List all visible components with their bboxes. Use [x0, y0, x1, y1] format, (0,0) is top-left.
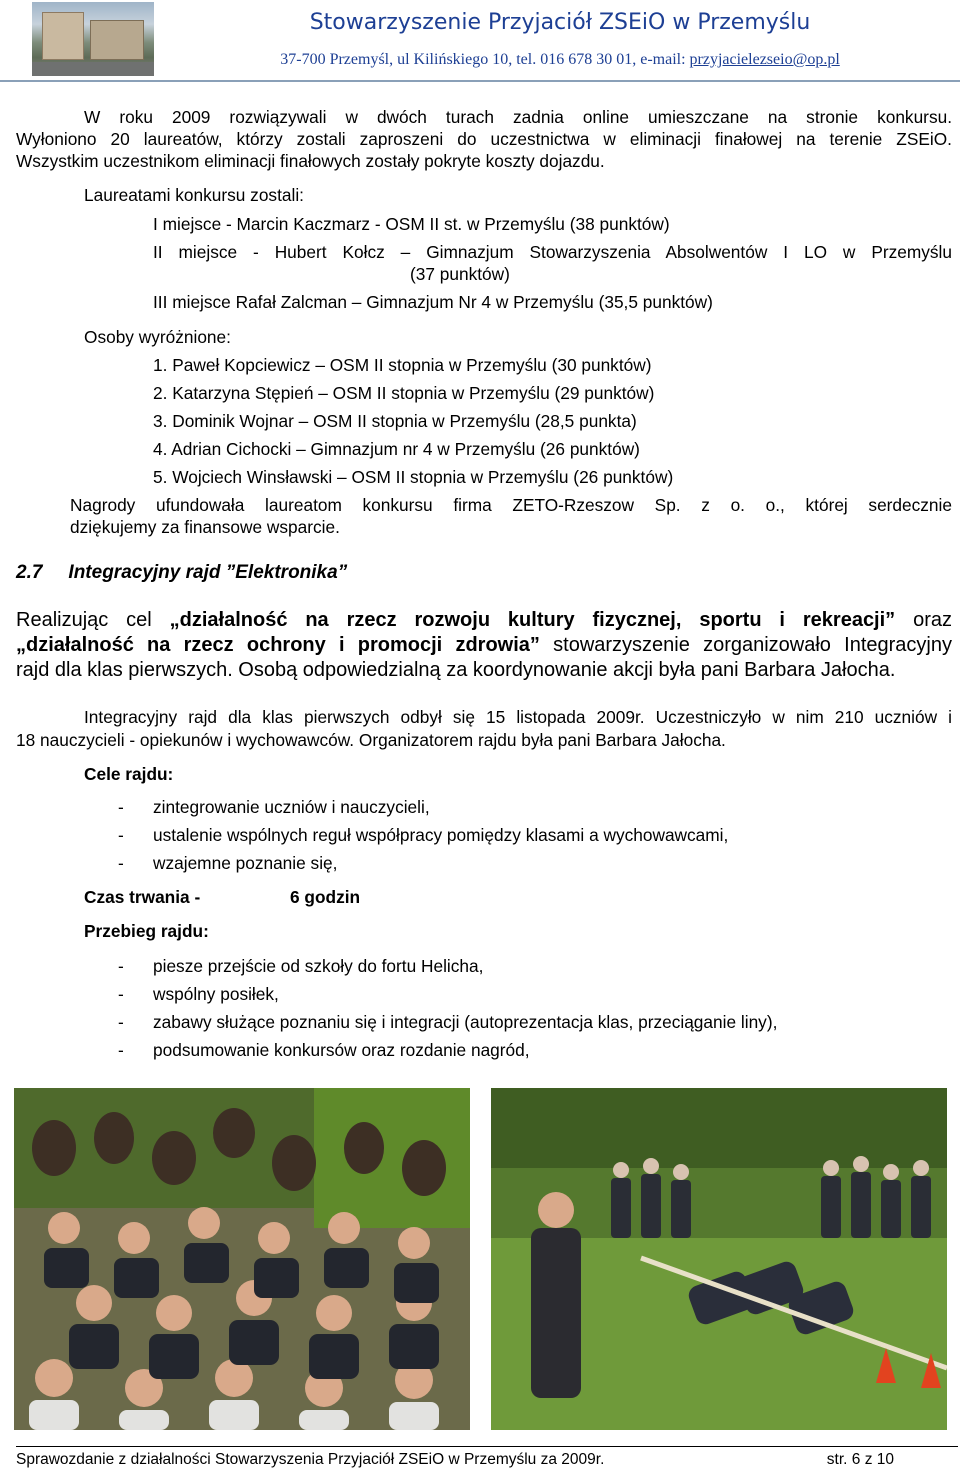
header-school-photo [32, 2, 154, 76]
intro-line-1: W roku 2009 rozwiązywali w dwóch turach zadnia online umieszczane na stronie konkursu. [84, 107, 952, 127]
goal-line-2 [16, 633, 952, 658]
goals-item: ustalenie wspólnych reguł współpracy pomiędzy klasami a wychowawcami, [153, 825, 729, 845]
list-bullet: - [118, 956, 124, 976]
goals-item: wzajemne poznanie się, [153, 853, 338, 873]
school-building-wing [90, 20, 144, 60]
goal-text: Realizując cel [16, 609, 170, 631]
section-title: Integracyjny rajd ”Elektronika” [68, 562, 348, 583]
intro-line-3: Wszystkim uczestnikom eliminacji finałowych zostały pokryte koszty dojazdu. [16, 151, 605, 171]
photo-tug-of-war [491, 1088, 947, 1430]
header-title: Stowarzyszenie Przyjaciół ZSEiO w Przemyślu [309, 10, 811, 35]
sponsor-line-1: Nagrody ufundowała laureatom konkursu firma ZETO-Rzeszow Sp. z o. o., której serdecznie [70, 495, 952, 515]
list-bullet: - [118, 853, 124, 873]
laureate-first: I miejsce - Marcin Kaczmarz - OSM II st. w Przemyślu (38 punktów) [153, 214, 670, 234]
goal-emphasis-1: „działalność na rzecz rozwoju kultury fizycznej, sportu i rekreacji” [169, 609, 896, 631]
course-item: wspólny posiłek, [153, 984, 279, 1004]
duration-value: 6 godzin [290, 887, 361, 907]
sponsor-line-2: dziękujemy za finansowe wsparcie. [70, 517, 340, 537]
section-number: 2.7 [16, 562, 43, 583]
goals-heading: Cele rajdu: [84, 764, 174, 784]
laureate-second-points: (37 punktów) [410, 264, 510, 284]
list-bullet: - [118, 797, 124, 817]
header-divider [0, 80, 960, 82]
email-link[interactable]: przyjacielezseio@op.pl [689, 51, 840, 68]
goal-line-3: rajd dla klas pierwszych. Osobą odpowiedzialną za koordynowanie akcji była pani Barbara Jałocha. [16, 659, 896, 681]
course-item: piesze przejście od szkoły do fortu Helicha, [153, 956, 484, 976]
honored-item: 5. Wojciech Winsławski – OSM II stopnia w Przemyślu (26 punktów) [153, 467, 674, 487]
goal-emphasis-2: „działalność na rzecz ochrony i promocji zdrowia” [16, 634, 540, 656]
footer-divider [16, 1446, 958, 1447]
course-heading: Przebieg rajdu: [84, 921, 209, 941]
school-building [42, 12, 84, 60]
list-bullet: - [118, 984, 124, 1004]
honored-heading: Osoby wyróżnione: [84, 327, 231, 347]
honored-item: 4. Adrian Cichocki – Gimnazjum nr 4 w Przemyślu (26 punktów) [153, 439, 640, 459]
honored-item: 2. Katarzyna Stępień – OSM II stopnia w Przemyślu (29 punktów) [153, 383, 655, 403]
details-line-2: 18 nauczycieli - opiekunów i wychowawców. Organizatorem rajdu była pani Barbara Jałocha. [16, 730, 726, 750]
details-line-1: Integracyjny rajd dla klas pierwszych odbył się 15 listopada 2009r. Uczestniczyło w nim 210 uczniów i [84, 707, 952, 727]
course-item: zabawy służące poznaniu się i integracji (autoprezentacja klas, przeciąganie liny), [153, 1012, 778, 1032]
course-item: podsumowanie konkursów oraz rozdanie nagród, [153, 1040, 530, 1060]
goal-text: oraz [895, 609, 952, 631]
photo-students-group [14, 1088, 470, 1430]
footer-page-number: str. 6 z 10 [826, 1451, 894, 1468]
header-address [160, 51, 960, 69]
street [32, 62, 154, 76]
list-bullet: - [118, 1040, 124, 1060]
address-text: 37-700 Przemyśl, ul Kilińskiego 10, tel. 016 678 30 01, e-mail: [280, 51, 690, 68]
section-heading [16, 562, 347, 584]
duration-label: Czas trwania - [84, 887, 201, 907]
honored-item: 1. Paweł Kopciewicz – OSM II stopnia w Przemyślu (30 punktów) [153, 355, 652, 375]
laureate-second: II miejsce - Hubert Kołcz – Gimnazjum Stowarzyszenia Absolwentów I LO w Przemyślu [153, 242, 952, 262]
honored-item: 3. Dominik Wojnar – OSM II stopnia w Przemyślu (28,5 punkta) [153, 411, 637, 431]
goals-item: zintegrowanie uczniów i nauczycieli, [153, 797, 430, 817]
footer-report-title: Sprawozdanie z działalności Stowarzyszenia Przyjaciół ZSEiO w Przemyślu za 2009r. [16, 1451, 605, 1468]
goal-text: stowarzyszenie zorganizowało Integracyjny [539, 634, 952, 656]
list-bullet: - [118, 1012, 124, 1032]
intro-line-2: Wyłoniono 20 laureatów, którzy zostali zaproszeni do uczestnictwa w eliminacji finałowej na terenie ZSEiO. [16, 129, 952, 149]
laureate-third: III miejsce Rafał Zalcman – Gimnazjum Nr 4 w Przemyślu (35,5 punktów) [153, 292, 713, 312]
goal-line-1 [16, 608, 952, 633]
list-bullet: - [118, 825, 124, 845]
laureates-heading: Laureatami konkursu zostali: [84, 185, 304, 205]
